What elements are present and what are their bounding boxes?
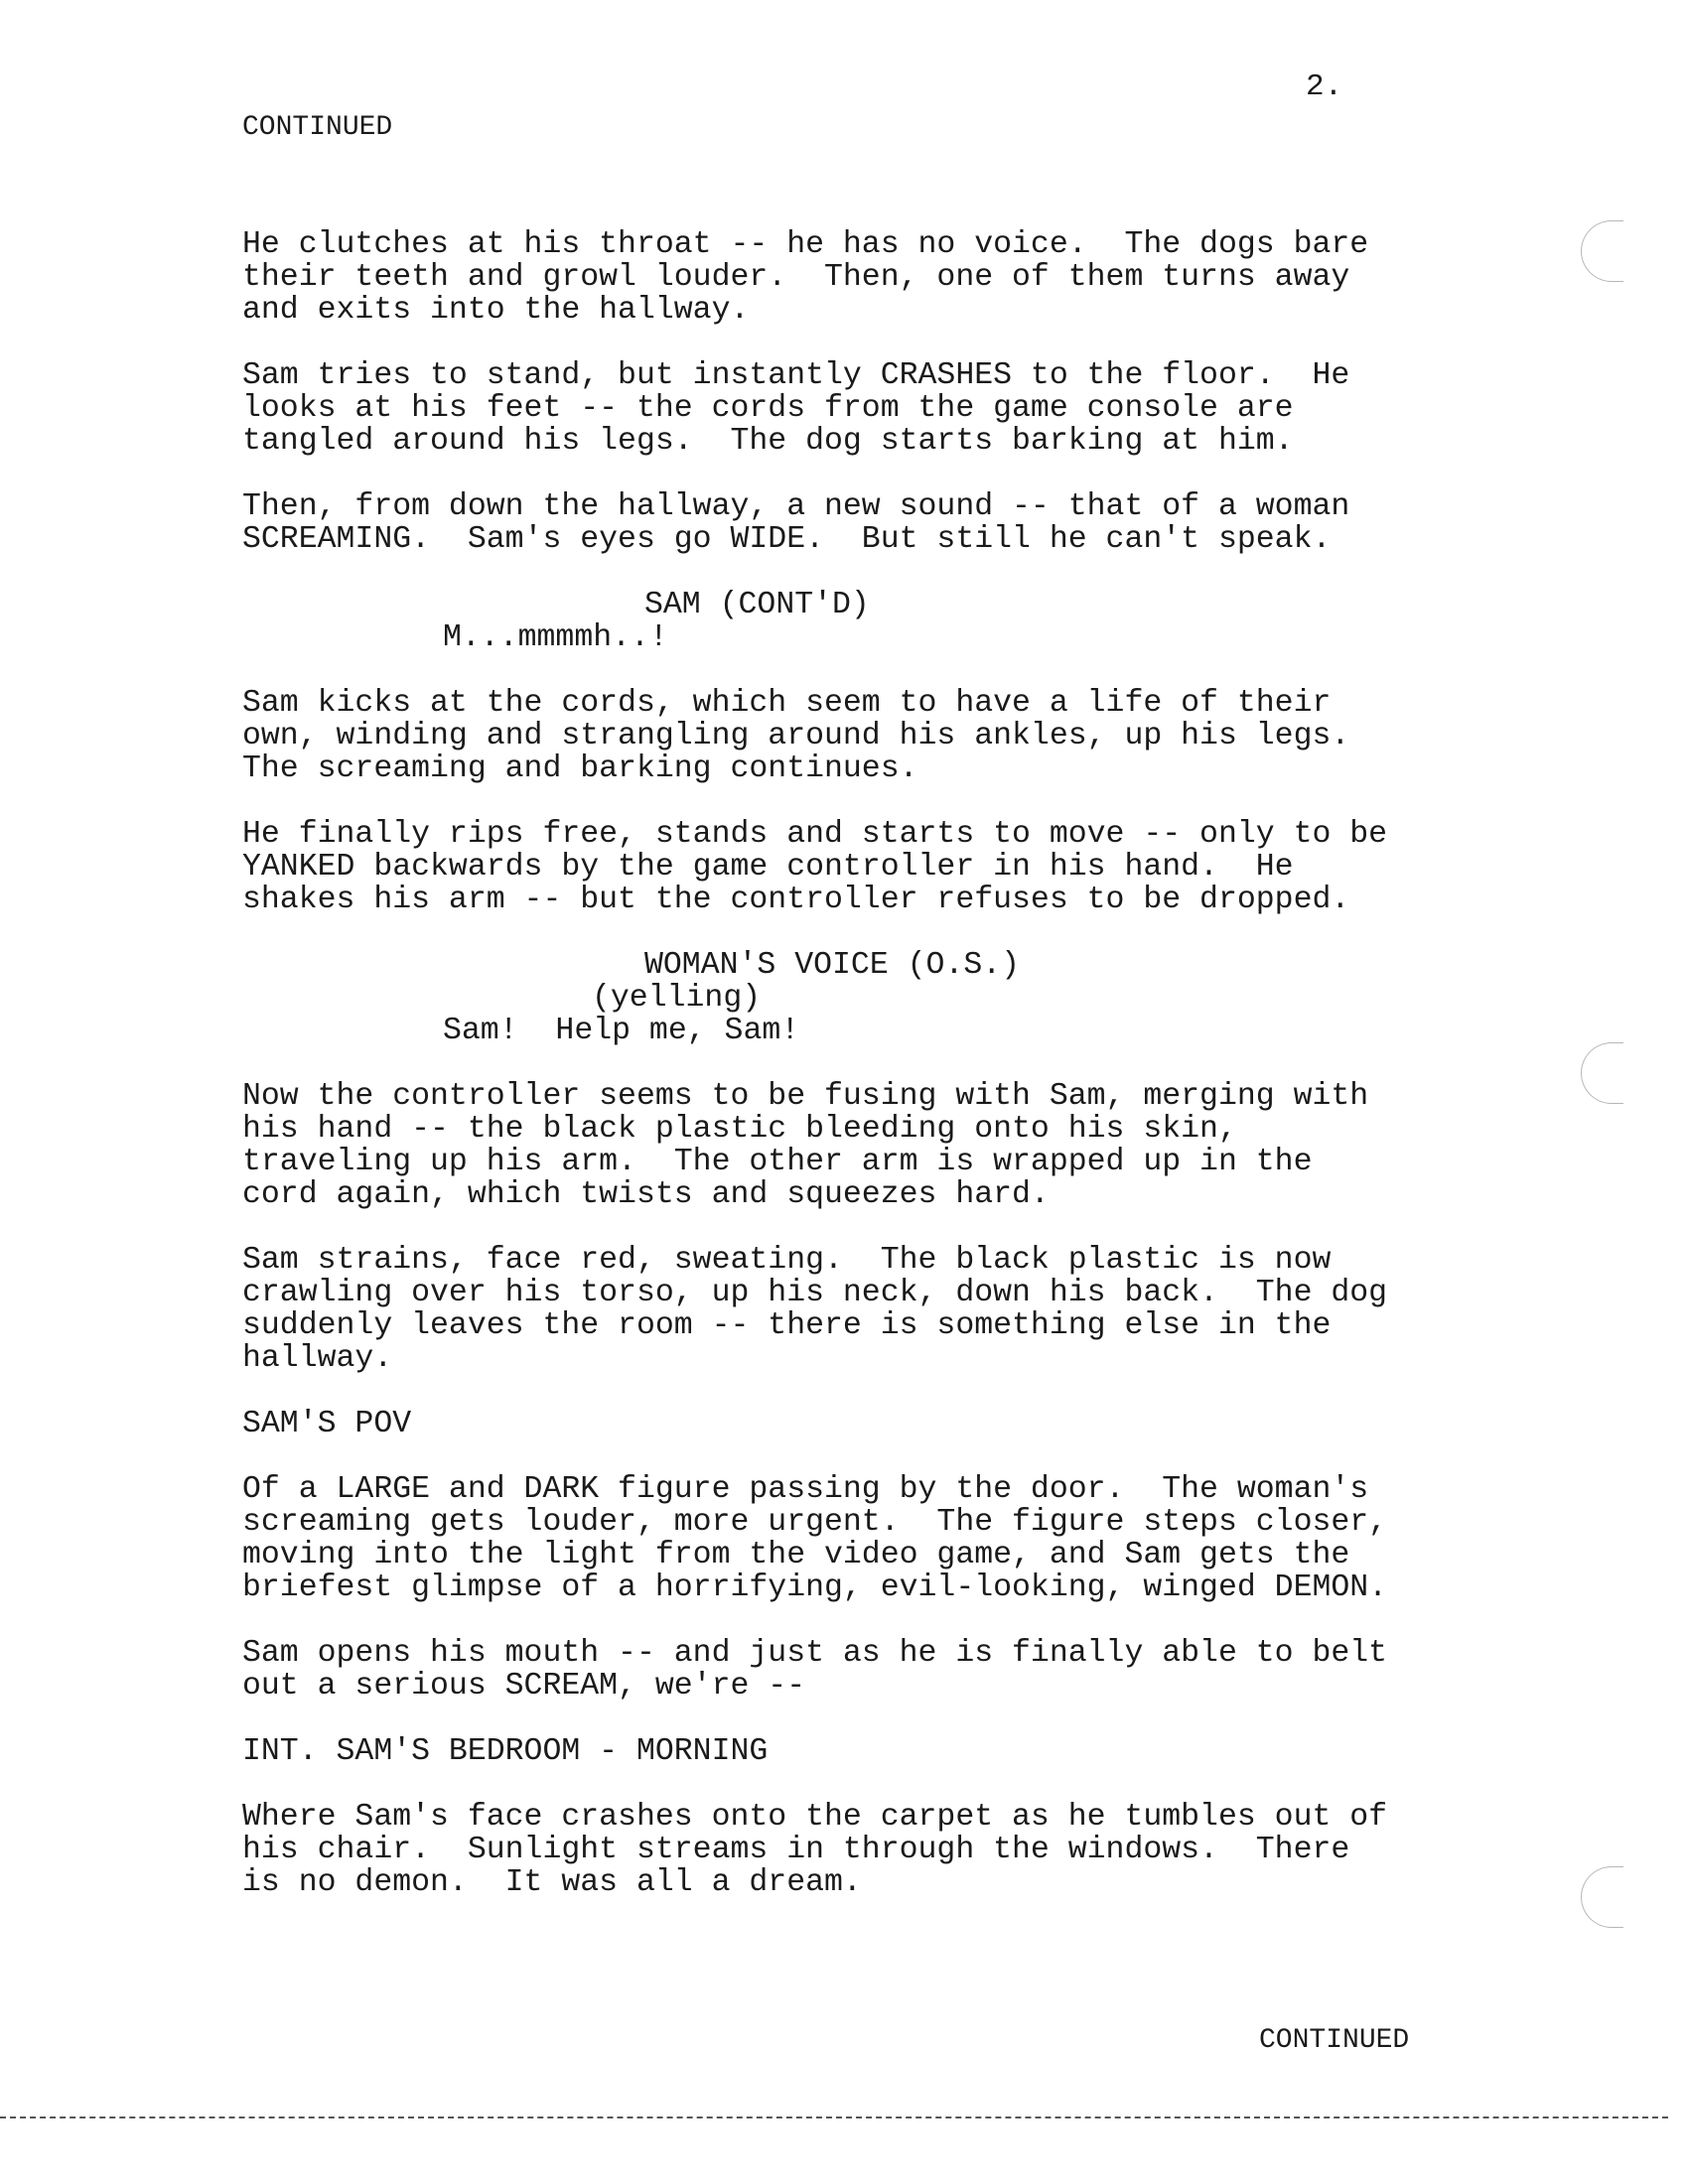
page-number: 2. (1306, 69, 1343, 104)
character-name: WOMAN'S VOICE (O.S.) (644, 948, 1021, 983)
action-paragraph: Sam opens his mouth -- and just as he is finally able to belt out a serious SCREAM, we're -- (242, 1636, 1388, 1704)
continued-header: CONTINUED (242, 112, 393, 143)
punch-hole-mark (1581, 220, 1623, 282)
punch-hole-mark (1581, 1042, 1623, 1104)
action-paragraph: Sam tries to stand, but instantly CRASHES to the floor. He looks at his feet -- the cords from the game console are tangled around his legs. The dog starts barking at him. (242, 358, 1350, 459)
action-paragraph: Of a LARGE and DARK figure passing by the door. The woman's screaming gets louder, more urgent. The figure steps closer, moving into the light from the video game, and Sam gets the briefest glimpse of a horrifying, evil-looking, winged DEMON. (242, 1472, 1388, 1605)
dialogue-line: Sam! Help me, Sam! (443, 1014, 800, 1048)
script-body (242, 228, 1474, 1932)
action-paragraph: He finally rips free, stands and starts to move -- only to be YANKED backwards by the game controller in his hand. He shakes his arm -- but the controller refuses to be dropped. (242, 817, 1388, 917)
action-paragraph: Now the controller seems to be fusing with Sam, merging with his hand -- the black plastic bleeding onto his skin, traveling up his arm. The other arm is wrapped up in the cord again, which twists and squeezes hard. (242, 1079, 1369, 1212)
continued-footer: CONTINUED (1259, 2025, 1410, 2056)
action-paragraph: Then, from down the hallway, a new sound -- that of a woman SCREAMING. Sam's eyes go WIDE. But still he can't speak. (242, 489, 1350, 557)
action-paragraph: Where Sam's face crashes onto the carpet as he tumbles out of his chair. Sunlight streams in through the windows. There is no demon. It was all a dream. (242, 1800, 1388, 1900)
action-paragraph: Sam kicks at the cords, which seem to have a life of their own, winding and strangling around his ankles, up his legs. The screaming and barking continues. (242, 686, 1350, 786)
dialogue-line: M...mmmmh..! (443, 620, 668, 655)
dialogue-block (242, 949, 1474, 1047)
punch-hole-mark (1581, 1866, 1623, 1928)
shot-heading: SAM'S POV (242, 1407, 412, 1441)
dialogue-block (242, 589, 1474, 654)
action-paragraph: He clutches at his throat -- he has no voice. The dogs bare their teeth and growl louder. Then, one of them turns away and exits into the hallway. (242, 227, 1369, 328)
character-name: SAM (CONT'D) (644, 588, 870, 622)
parenthetical: (yelling) (592, 981, 762, 1016)
action-paragraph: Sam strains, face red, sweating. The black plastic is now crawling over his torso, up his neck, down his back. The dog suddenly leaves the room -- there is something else in the hallway. (242, 1243, 1388, 1376)
page-bottom-rule (0, 2116, 1668, 2118)
scene-heading: INT. SAM'S BEDROOM - MORNING (242, 1734, 769, 1769)
